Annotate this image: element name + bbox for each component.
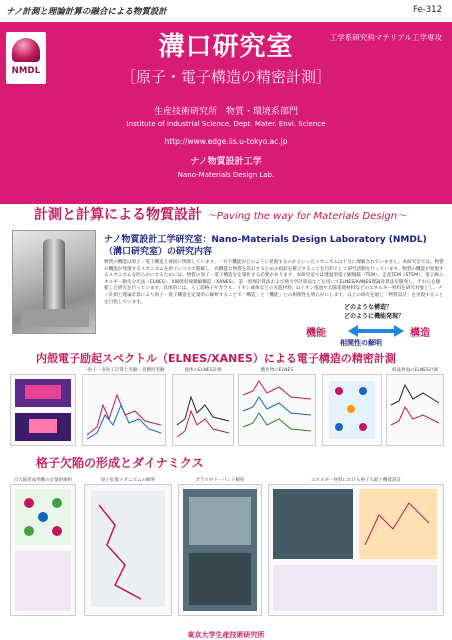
poster-body [0,204,452,640]
spectra-caption-2: 液体のELNES計測 [184,368,222,373]
microscope-base [21,309,89,327]
structure-label: 構造 [410,328,430,339]
spectra-panel-1 [10,374,76,446]
logo-text: NMDL [11,66,41,76]
structure-function-diagram [298,302,446,346]
defect-panel-2 [84,478,172,616]
spectra-panel-2 [82,368,166,446]
spectra-panel-3 [172,368,234,446]
nmdl-heading: ナノ物質設計工学研究室：Nano-Materials Design Laboratory (NMDL) [104,235,427,245]
defect-panel-4 [268,478,444,616]
research-description: 物質の機能は原子・電子構造と密接に関係しています。一方で機能がどのように発現するのかといったメカニズムは十分に理解されていません。本研究室では、物質の機能が発現するメカニズムを原子レベルで理解し、高機能な物質を設計するための指針を確立することを目的として研究活動を行っています。物質の機能が発現するメカニズムを明らかにするためには、物質の原子・電子構造を定量化する必要があります。本研究室では透過型電子顕微鏡（TEM）、走査TEM（STEM）、電子線エネルギー損失分光法（ELNES）、X線吸収端微細構造（XANES）、第一原理計算法および熱力学計算法などを用いてELNES/XANES理論計算法を開発し、それらを駆使した研究を行っています。具体的には、人工超格子やガラス、イオン液体などの先進材料、Liイオン電池や太陽電池材料などのエネルギー材料を研究対象とし、ナノ計測と理論計算により原子・電子構造を定量的に解析することで「構造」と「機能」との相関性を明らかにします。以上の研究を通じ「物質設計」を実現することを目指しています。 [104,260,444,305]
lab-url-link[interactable]: http://www.edge.iis.u-tokyo.ac.jp [164,137,288,146]
section3-title: 格子欠陥の形成とダイナミクス [36,456,204,470]
function-label: 機能 [306,328,326,339]
question-structure: どのような構造？ [344,304,393,311]
defect-lattice-figure [11,485,75,615]
spectra-plot-2 [173,375,233,445]
spectra-caption-1: 一粒子・多粒子計算と実験・高精度実験 [83,368,165,373]
spectra-panel-4 [238,368,316,446]
section1-tagline: ～Paving the way for Materials Design～ [206,211,408,222]
group-name-en: Nano-Materials Design Lab. [177,171,275,179]
spectra-plot-1 [83,375,165,445]
energy-material-figure [269,485,443,615]
lab-title: 溝口研究室 [158,32,294,62]
defect-caption-4: エネルギー材料における格子欠陥と機能設計 [311,478,401,483]
diffusion-figure [85,485,171,615]
crystal-structure-figure [323,375,381,445]
series-title: ナノ計測と理論計算の融合による物質設計 [6,7,167,17]
double-arrow-icon [348,325,404,337]
defect-panel-3 [178,478,262,616]
header-band [0,22,452,204]
microscope-photo [12,230,96,334]
spectra-caption-4: 結晶界面のELNES計測 [392,368,438,373]
band-map-figure [11,375,75,445]
department-label: 工学系研究科マテリアル工学専攻 [329,33,442,42]
group-name-ja: ナノ物質設計工学 [190,157,262,167]
defect-caption-2: 原子拡散メカニズムの解明 [101,478,155,483]
top-bar [0,0,452,20]
section1-title [34,204,407,224]
defect-caption-1: 点欠陥形成挙動の定量的解析 [13,478,73,483]
defect-panel-1 [10,478,76,616]
spectra-panel-6 [386,368,444,446]
spectra-panel-5 [322,374,382,446]
question-function: どのように機能発現？ [344,313,405,320]
lab-subtitle: ［原子・電子構造の精密計測］ [120,68,331,86]
footer-institution: 東京大学生産技術研究所 [187,631,265,639]
nmdl-heading-sub: （溝口研究室）の研究内容 [104,247,213,257]
spectra-plot-3 [239,375,315,445]
microscope-column [43,239,65,319]
institute-en: Institute of Industrial Science, Dept. Mater. Envi. Science [126,120,326,128]
spectra-plot-4 [387,375,443,445]
section2-title: 内殻電子励起スペクトル（ELNES/XANES）による電子構造の精密計測 [36,352,396,365]
glass-stem-image [179,485,261,615]
correlation-label: 相関性の解明 [340,339,382,347]
spectra-caption-3: 酸化物のELNES [260,368,294,373]
defect-caption-3: ガラス中ドーパント解析 [195,478,245,483]
section1-title-text: 計測と計算による物質設計 [34,207,202,223]
institute-ja: 生産技術研究所 物質・環境系部門 [153,107,298,117]
poster-code: Fe-312 [413,5,442,15]
